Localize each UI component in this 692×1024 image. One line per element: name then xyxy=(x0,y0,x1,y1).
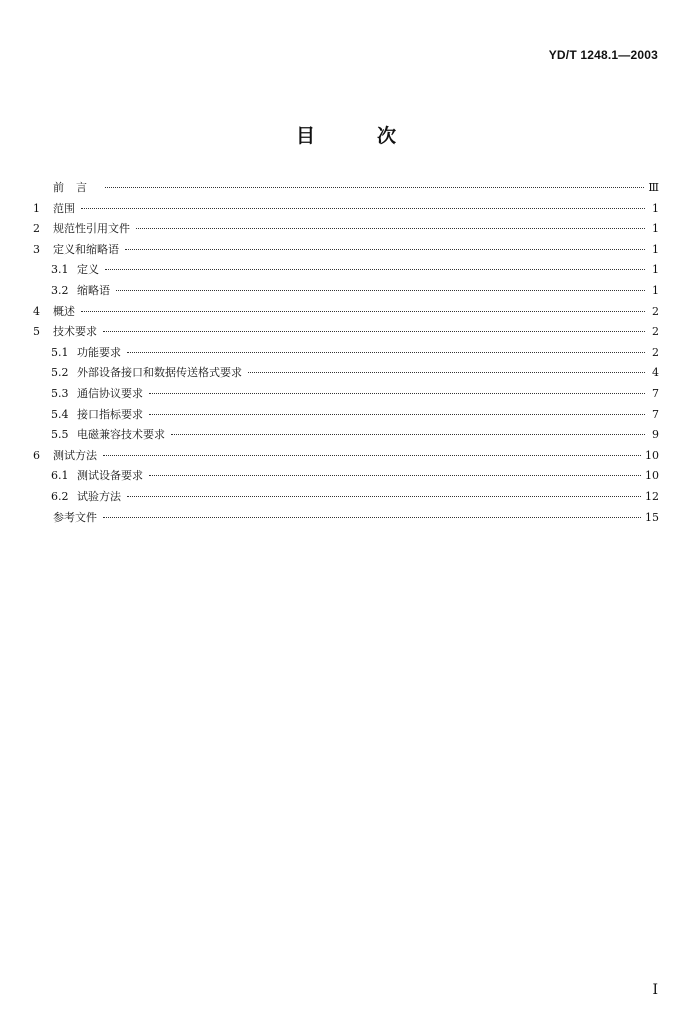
toc-entry-number: 5.1 xyxy=(51,345,69,359)
toc-entry[interactable] xyxy=(33,425,659,446)
toc-entry-page: 2 xyxy=(652,304,659,318)
dot-leader xyxy=(149,393,645,394)
toc-entry-page: 9 xyxy=(652,428,659,442)
toc-entry-label: 前言 xyxy=(53,181,99,194)
toc-entry-label: 技术要求 xyxy=(53,325,97,339)
toc-entry-number: 5.4 xyxy=(51,407,69,421)
toc-entry-page: 7 xyxy=(652,407,659,421)
toc-entry-page: 2 xyxy=(652,325,659,339)
toc-entry[interactable] xyxy=(33,302,659,323)
toc-entry-label: 缩略语 xyxy=(77,283,110,297)
dot-leader xyxy=(136,228,645,229)
toc-entry-label: 概述 xyxy=(53,304,75,318)
dot-leader xyxy=(248,372,645,373)
toc-entry-page: 1 xyxy=(652,283,659,297)
toc-entry-page: 4 xyxy=(652,366,659,380)
toc-entry-number: 3 xyxy=(33,242,40,256)
toc-entry-label: 接口指标要求 xyxy=(77,407,143,421)
toc-entry-number: 2 xyxy=(33,222,40,236)
toc-entry-label: 定义和缩略语 xyxy=(53,242,119,256)
toc-entry[interactable] xyxy=(33,384,659,405)
dot-leader xyxy=(116,290,645,291)
toc-entry-number: 5.3 xyxy=(51,386,69,400)
toc-entry[interactable] xyxy=(33,508,659,529)
dot-leader xyxy=(105,187,644,188)
page-number: I xyxy=(652,982,658,998)
toc-entry-label: 外部设备接口和数据传送格式要求 xyxy=(77,366,242,380)
toc-entry[interactable] xyxy=(33,405,659,426)
toc-entry[interactable] xyxy=(33,487,659,508)
toc-entry-number: 4 xyxy=(33,304,40,318)
dot-leader xyxy=(127,496,641,497)
standard-code: YD/T 1248.1—2003 xyxy=(548,48,658,62)
dot-leader xyxy=(125,249,645,250)
toc-entry-label: 规范性引用文件 xyxy=(53,222,130,236)
toc-entry-page: 1 xyxy=(652,201,659,215)
toc-entry[interactable] xyxy=(33,466,659,487)
toc-entry-label: 通信协议要求 xyxy=(77,386,143,400)
toc-entry-page: 12 xyxy=(645,489,659,503)
toc-entry-page: 10 xyxy=(645,448,659,462)
toc-entry-number: 5.2 xyxy=(51,366,69,380)
toc-entry-number: 6 xyxy=(33,448,40,462)
dot-leader xyxy=(81,208,645,209)
toc-entry-number: 3.1 xyxy=(51,263,69,277)
toc-entry[interactable] xyxy=(33,363,659,384)
toc-entry-label: 测试设备要求 xyxy=(77,469,143,483)
toc-entry-label: 电磁兼容技术要求 xyxy=(77,428,165,442)
toc-entry-page: 15 xyxy=(645,510,659,524)
dot-leader xyxy=(81,311,645,312)
toc-entry-number: 6.2 xyxy=(51,489,69,503)
toc-entry-page: 7 xyxy=(652,386,659,400)
toc-entry[interactable] xyxy=(33,260,659,281)
toc-entry-page: 10 xyxy=(645,469,659,483)
toc-entry-label: 参考文件 xyxy=(53,510,97,524)
toc-entry[interactable] xyxy=(33,446,659,467)
toc-entry-label: 测试方法 xyxy=(53,448,97,462)
toc-entry[interactable] xyxy=(33,199,659,220)
toc-entry-label: 定义 xyxy=(77,263,99,277)
toc-entry[interactable] xyxy=(33,240,659,261)
toc-entry-number: 5 xyxy=(33,325,40,339)
toc-entry[interactable] xyxy=(33,343,659,364)
toc-entry-label: 试验方法 xyxy=(77,489,121,503)
toc-entry-page: 1 xyxy=(652,242,659,256)
toc-entry[interactable] xyxy=(33,281,659,302)
toc-entry-number: 1 xyxy=(33,201,40,215)
toc-entry-number: 3.2 xyxy=(51,283,69,297)
toc-entry-page: 2 xyxy=(652,345,659,359)
table-of-contents xyxy=(33,178,659,528)
dot-leader xyxy=(105,269,645,270)
dot-leader xyxy=(149,475,641,476)
toc-entry-page: Ⅲ xyxy=(648,181,659,194)
dot-leader xyxy=(103,517,641,518)
toc-entry-number: 6.1 xyxy=(51,469,69,483)
toc-entry-page: 1 xyxy=(652,263,659,277)
toc-entry-page: 1 xyxy=(652,222,659,236)
page-title: 目次 xyxy=(295,125,458,147)
dot-leader xyxy=(127,352,645,353)
toc-entry[interactable] xyxy=(33,178,659,199)
toc-entry-label: 功能要求 xyxy=(77,345,121,359)
dot-leader xyxy=(103,455,641,456)
dot-leader xyxy=(149,414,645,415)
dot-leader xyxy=(103,331,645,332)
dot-leader xyxy=(171,434,645,435)
toc-entry[interactable] xyxy=(33,219,659,240)
toc-entry-number: 5.5 xyxy=(51,428,69,442)
toc-entry-label: 范围 xyxy=(53,201,75,215)
toc-entry[interactable] xyxy=(33,322,659,343)
